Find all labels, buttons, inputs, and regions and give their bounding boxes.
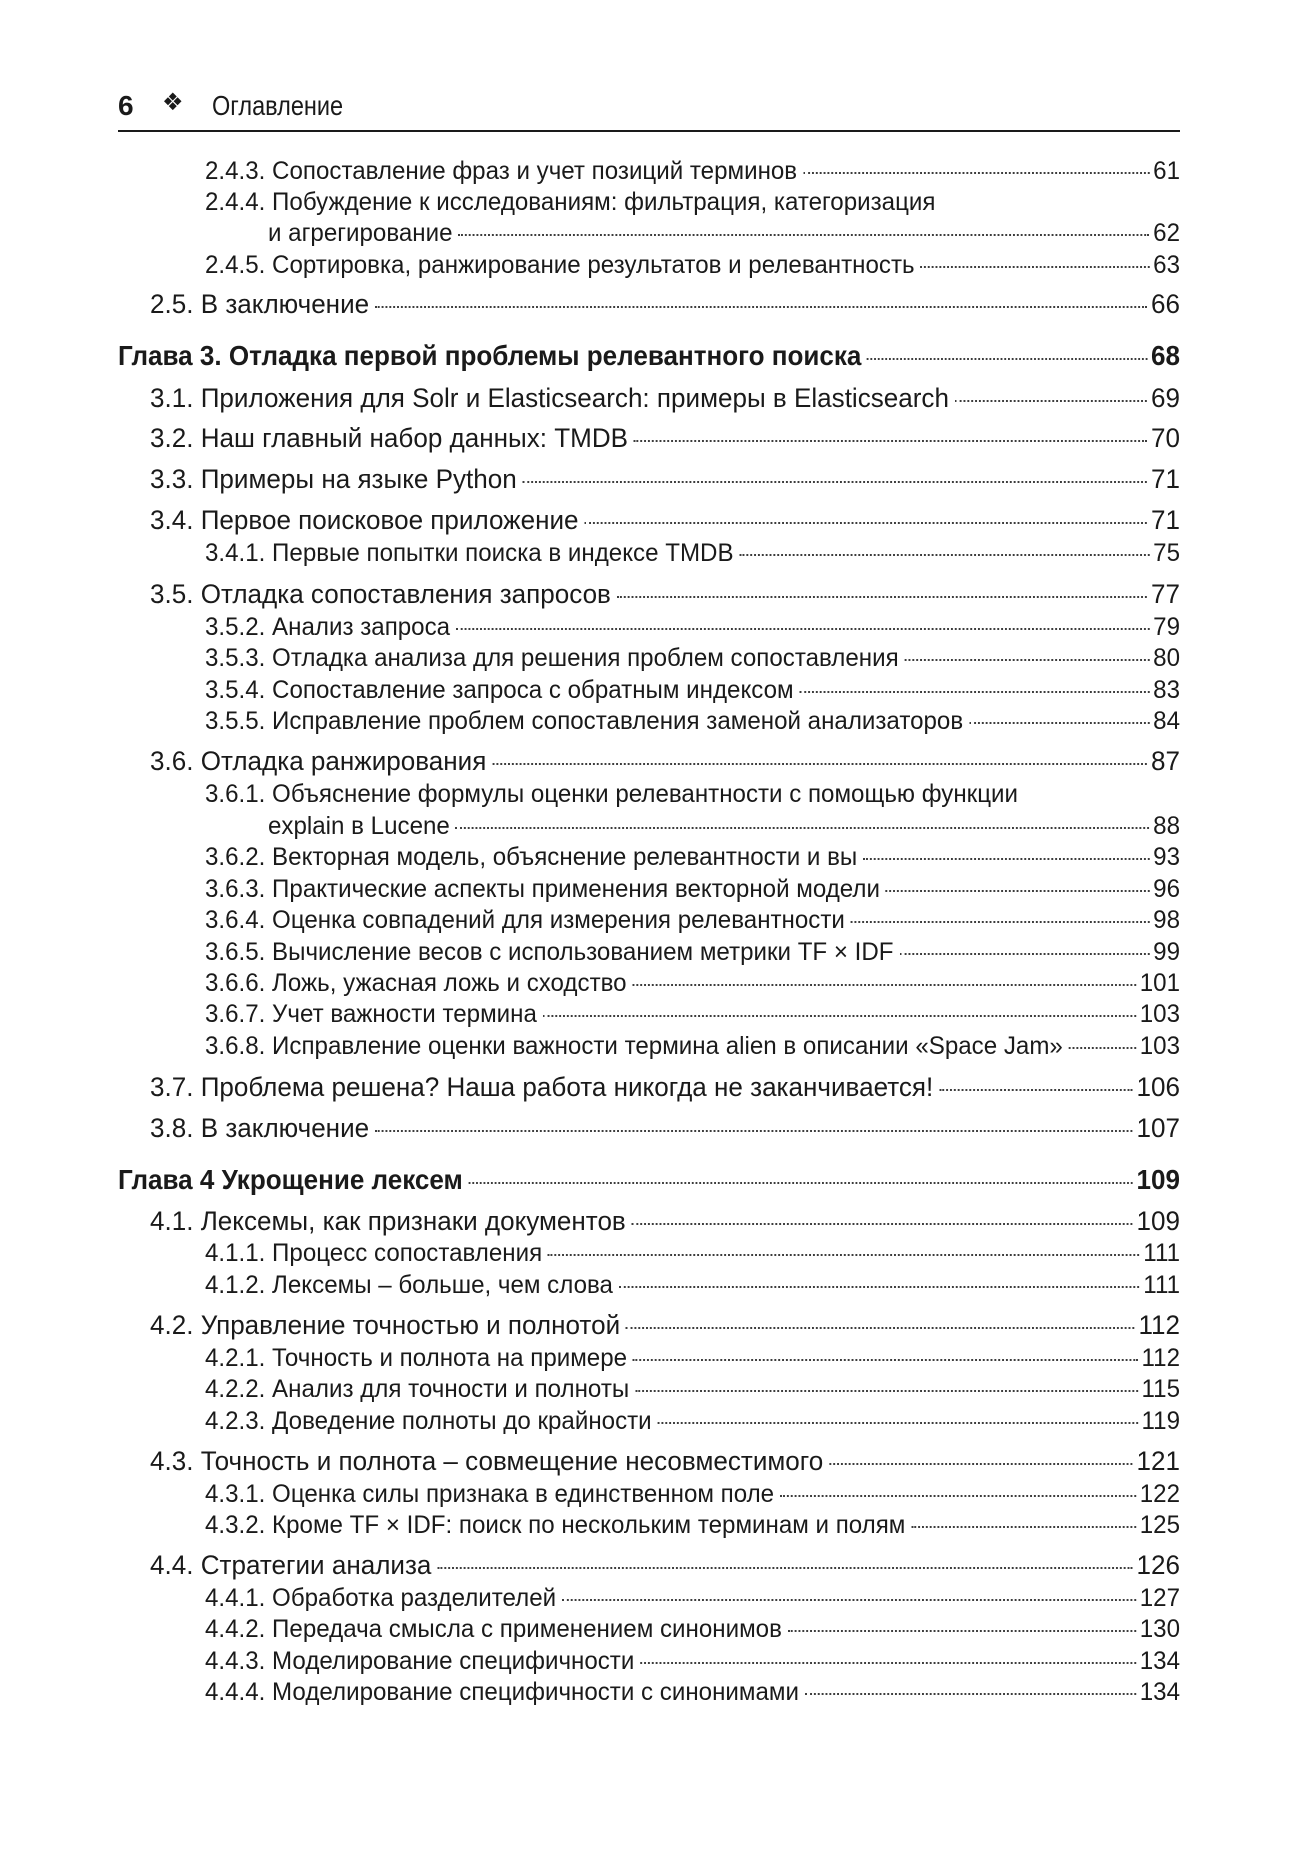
toc-entry-text: 3.8. В заключение [150,1113,370,1143]
toc-entry[interactable] [205,1678,1180,1707]
dot-leader [633,1359,1138,1361]
dot-leader [920,266,1149,268]
toc-entry-text: 3.6.5. Вычисление весов с использованием метрики TF × IDF [205,938,894,966]
dot-leader [803,172,1149,174]
toc-entry-text: Глава 4 Укрощение лексем [118,1164,463,1195]
dot-leader [548,1254,1140,1256]
toc-entry-continuation: explain в Lucene [268,812,450,840]
dot-leader [640,1662,1136,1664]
toc-entry-text: 2.4.3. Сопоставление фраз и учет позиций терминов [205,157,798,185]
toc-entry-text: 3.6. Отладка ранжирования [150,746,487,776]
toc-page-number: 103 [1139,1000,1180,1028]
toc-page-number: 134 [1139,1678,1180,1706]
toc-entry-text: 2.5. В заключение [150,289,370,319]
toc-page-number: 107 [1136,1113,1180,1143]
toc-entry-text: 3.4. Первое поисковое приложение [150,505,579,535]
toc-entry-text: 3.4.1. Первые попытки поиска в индексе TMDB [205,539,734,567]
toc-page-number: 125 [1139,1511,1180,1539]
page-number: 6 [118,90,134,121]
toc-page-number: 66 [1150,289,1180,319]
toc-page-number: 119 [1141,1407,1180,1435]
toc-entry-text: 4.2.1. Точность и полнота на примере [205,1344,628,1372]
toc-entry[interactable] [150,1310,1180,1341]
toc-entry-text: 3.5.5. Исправление проблем сопоставления заменой анализаторов [205,707,964,735]
toc-entry-text: 4.4.1. Обработка разделителей [205,1584,557,1612]
toc-entry[interactable] [205,676,1180,705]
toc-page-number: 130 [1139,1615,1180,1643]
dot-leader [619,1286,1140,1288]
toc-entry-text: Глава 3. Отладка первой проблемы релевантного поиска [118,340,862,371]
toc-page-number: 109 [1136,1164,1180,1195]
toc-entry-text: 4.4. Стратегии анализа [150,1550,432,1580]
toc-chapter[interactable] [118,340,1180,372]
toc-page-number: 75 [1153,539,1180,567]
toc-entry[interactable] [205,1584,1180,1613]
toc-entry[interactable] [205,1480,1180,1509]
toc-entry-text: 3.6.1. Объяснение формулы оценки релевантности с помощью функции [205,780,1018,808]
toc-entry[interactable] [205,969,1180,998]
toc-entry-text: 4.3.1. Оценка силы признака в единственном поле [205,1480,775,1508]
toc-entry[interactable] [205,707,1180,736]
toc-page-number: 79 [1153,613,1180,641]
dot-leader [939,1089,1133,1091]
toc-entry[interactable] [205,1239,1180,1268]
toc-entry-text: 2.4.4. Побуждение к исследованиям: фильтрация, категоризация [205,188,936,216]
toc-page-number: 96 [1153,875,1180,903]
toc-entry-text: 3.2. Наш главный набор данных: TMDB [150,423,629,453]
toc-entry[interactable] [205,843,1180,872]
toc-entry[interactable] [205,938,1180,967]
toc-entry-text: 4.2.2. Анализ для точности и полноты [205,1375,630,1403]
toc-entry-text: 3.5. Отладка сопоставления запросов [150,579,611,609]
toc-entry[interactable] [205,251,1180,280]
toc-entry[interactable] [205,644,1180,673]
toc-entry-text: 4.4.2. Передача смысла с применением синонимов [205,1615,782,1643]
toc-page-number: 121 [1136,1446,1180,1476]
toc-page-number: 103 [1139,1032,1180,1060]
dot-leader [375,306,1147,308]
dot-leader [584,522,1147,524]
toc-page-number: 70 [1150,423,1180,453]
dot-leader [523,481,1148,483]
dot-leader [543,1015,1136,1017]
dot-leader [955,400,1147,402]
dot-leader [788,1630,1136,1632]
dot-leader [863,858,1149,860]
toc-entry-text: 4.4.4. Моделирование специфичности с синонимами [205,1678,799,1706]
toc-entry-continuation: и агрегирование [268,219,453,247]
ornament-icon: ❖ [162,89,184,116]
toc-entry-text: 4.2.3. Доведение полноты до крайности [205,1407,652,1435]
toc-entry-text: 3.7. Проблема решена? Наша работа никогда не заканчивается! [150,1072,934,1102]
toc-entry[interactable] [150,1206,1180,1237]
dot-leader [437,1567,1132,1569]
toc-entry[interactable] [150,1113,1180,1144]
toc-entry-text: 3.5.2. Анализ запроса [205,613,451,641]
toc-entry[interactable] [205,1344,1180,1373]
toc-entry[interactable] [205,1511,1180,1540]
running-title: Оглавление [212,90,344,121]
toc-entry[interactable] [205,1407,1180,1436]
toc-page-number: 77 [1150,579,1180,609]
dot-leader [1069,1047,1136,1049]
toc-page-number: 109 [1136,1206,1180,1236]
dot-leader [904,659,1149,661]
dot-leader [886,890,1150,892]
toc-entry[interactable] [150,505,1180,536]
toc-entry-text: 4.1.1. Процесс сопоставления [205,1239,543,1267]
toc-entry[interactable] [268,812,1180,841]
dot-leader [468,1182,1132,1184]
toc-entry[interactable] [205,539,1180,568]
toc-chapter[interactable] [118,1164,1180,1196]
toc-entry-text: 3.6.2. Векторная модель, объяснение релевантности и вы [205,843,858,871]
toc-page-number: 69 [1150,383,1180,413]
toc-entry-text: 3.6.3. Практические аспекты применения векторной модели [205,875,880,903]
dot-leader [458,234,1149,236]
toc-entry[interactable] [268,219,1180,248]
toc-entry-text: 3.5.4. Сопоставление запроса с обратным индексом [205,676,794,704]
toc-entry[interactable] [205,157,1180,186]
toc-entry[interactable] [205,1375,1180,1404]
toc-page-number: 88 [1153,812,1180,840]
dot-leader [805,1693,1136,1695]
toc-entry-text: 3.6.4. Оценка совпадений для измерения релевантности [205,906,845,934]
toc-page-number: 115 [1141,1375,1180,1403]
toc-entry-text: 3.6.8. Исправление оценки важности термина alien в описании «Space Jam» [205,1032,1063,1060]
dot-leader [799,691,1149,693]
toc-entry-text: 3.6.6. Ложь, ужасная ложь и сходство [205,969,627,997]
dot-leader [867,358,1147,360]
toc-entry[interactable] [205,1000,1180,1029]
toc-entry[interactable] [150,289,1180,320]
dot-leader [851,921,1150,923]
dot-leader [562,1599,1136,1601]
toc-page-number: 111 [1143,1271,1180,1299]
toc-page-number: 112 [1141,1344,1180,1372]
toc-page-number: 84 [1153,707,1180,735]
toc-entry-text: 4.4.3. Моделирование специфичности [205,1647,635,1675]
toc-page-number: 127 [1139,1584,1180,1612]
toc-entry-text: 3.1. Приложения для Solr и Elasticsearch: примеры в Elasticsearch [150,383,949,413]
toc-entry[interactable] [150,579,1180,610]
toc-entry-text: 4.3.2. Кроме TF × IDF: поиск по нескольким терминам и полям [205,1511,906,1539]
toc-page-number: 98 [1153,906,1180,934]
toc-entry[interactable] [205,1647,1180,1676]
toc-entry[interactable] [150,746,1180,777]
toc-entry[interactable] [150,1446,1180,1477]
toc-page-number: 61 [1153,157,1180,185]
toc-page-number: 112 [1138,1310,1180,1340]
toc-page-number: 101 [1139,969,1180,997]
toc-entry-text: 4.3. Точность и полнота – совмещение несовместимого [150,1446,824,1476]
toc-entry[interactable] [150,423,1180,454]
toc-entry-text: 3.5.3. Отладка анализа для решения проблем сопоставления [205,644,899,672]
toc-entry[interactable] [205,875,1180,904]
toc-page-number: 134 [1139,1647,1180,1675]
toc-page-number: 106 [1136,1072,1180,1102]
toc-page-number: 71 [1150,505,1180,535]
toc-entry-text: 4.1. Лексемы, как признаки документов [150,1206,626,1236]
toc-page-number: 63 [1153,251,1180,279]
toc-entry-text: 2.4.5. Сортировка, ранжирование результатов и релевантность [205,251,915,279]
toc-entry[interactable] [205,613,1180,642]
toc-page-number: 99 [1153,938,1180,966]
dot-leader [899,953,1149,955]
toc-page-number: 122 [1139,1480,1180,1508]
toc-entry[interactable] [205,1032,1180,1061]
toc-entry[interactable] [150,1072,1180,1103]
toc-page-number: 80 [1153,644,1180,672]
toc-page-number: 93 [1153,843,1180,871]
dot-leader [635,1390,1138,1392]
toc-page-number: 87 [1150,746,1180,776]
toc-entry[interactable] [205,1615,1180,1644]
dot-leader [492,763,1147,765]
toc-page-number: 62 [1153,219,1180,247]
dot-leader [739,554,1149,556]
toc-entry-text: 4.2. Управление точностью и полнотой [150,1310,621,1340]
dot-leader [375,1130,1133,1132]
toc-page-number: 111 [1143,1239,1180,1267]
dot-leader [626,1327,1135,1329]
dot-leader [969,722,1149,724]
dot-leader [632,1223,1133,1225]
toc-entry[interactable] [150,464,1180,495]
toc-page-number: 71 [1150,464,1180,494]
toc-page-number: 83 [1153,676,1180,704]
dot-leader [829,1463,1133,1465]
toc-entry[interactable] [205,1271,1180,1300]
toc-entry-text: 3.6.7. Учет важности термина [205,1000,537,1028]
toc-entry[interactable] [150,383,1180,414]
toc-entry[interactable] [205,906,1180,935]
dot-leader [911,1526,1136,1528]
dot-leader [617,596,1147,598]
dot-leader [657,1422,1137,1424]
toc-page-number: 126 [1136,1550,1180,1580]
toc-entry-text: 3.3. Примеры на языке Python [150,464,517,494]
toc-entry[interactable] [150,1550,1180,1581]
toc-page-number: 68 [1151,340,1180,371]
dot-leader [634,440,1147,442]
dot-leader [456,628,1149,630]
dot-leader [456,827,1150,829]
dot-leader [632,984,1135,986]
dot-leader [780,1495,1136,1497]
toc-entry-text: 4.1.2. Лексемы – больше, чем слова [205,1271,613,1299]
